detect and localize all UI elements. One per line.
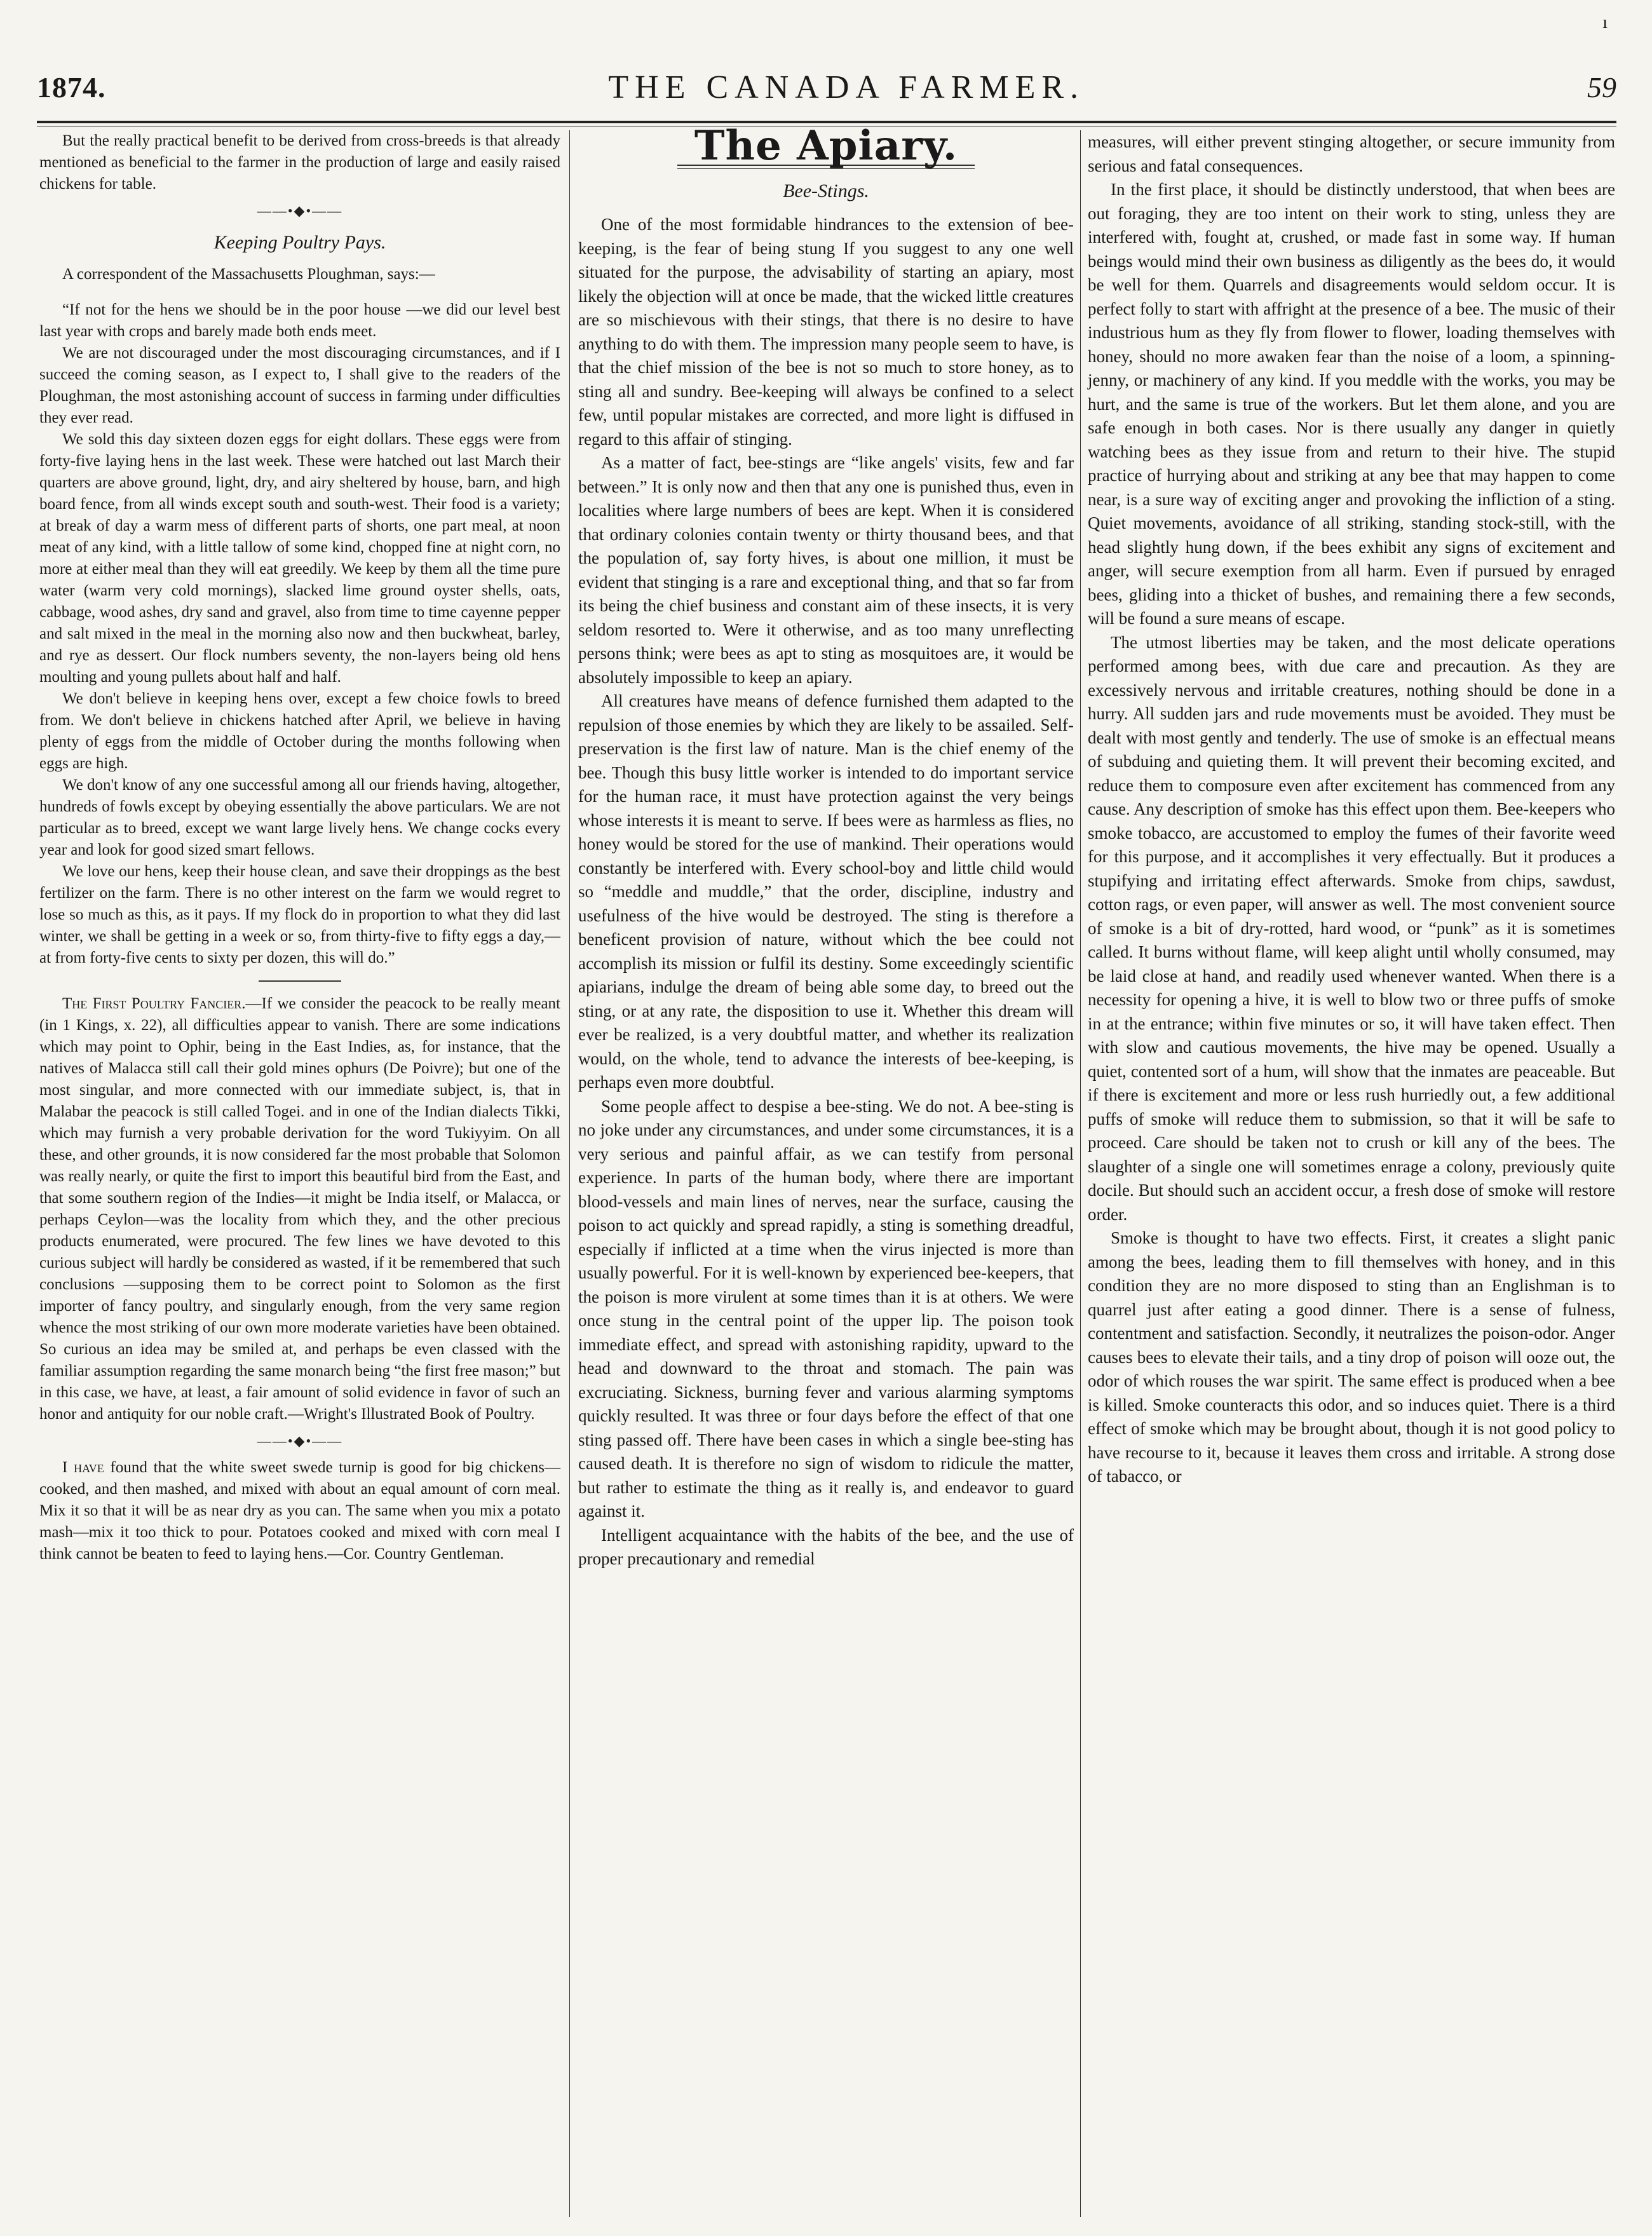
bee-stings-paragraph: Some people affect to despise a bee-sting. We do not. A bee-sting is no joke under any circumstances, and under some circumstances, it is a very serious and painful affair, as we can testify from personal experience. In parts of the human body, where there are important blood-vessels and main lines of nerves, near the surface, causing the poison to act quickly and spread rapidly, a sting is something dreadful, especially if inflicted at a time when the virus injected is more than usually powerful. For it is well-known by experienced bee-keepers, that the poison is more virulent at some times than it is at others. We were once stung in the central point of the upper lip. The poison took immediate effect, and spread with astonishing rapidity, upward to the head and downward to the throat and stomach. The pain was excruciating. Sickness, burning fever and various alarming symptoms quickly resulted. It was three or four days before the effect of that one sting passed off. There have been cases in which a single bee-sting has caused death. It is therefore no sign of wisdom to ridicule the matter, but rather to estimate the thing as it really is, and endeavor to guard against it.: [578, 1096, 1074, 1521]
bee-stings-continued: measures, will either prevent stinging altogether, or secure immunity from serious and fatal consequences.: [1088, 132, 1615, 175]
ornament-divider: ——•◆•——: [257, 1433, 343, 1449]
bee-stings-paragraph: Intelligent acquaintance with the habits of the bee, and the use of proper precautionary and remedial: [578, 1525, 1074, 1568]
fancier-lead: The First Poultry Fancier.: [62, 995, 246, 1012]
poultry-paragraph: We love our hens, keep their house clean, and save their droppings as the best fertilizer on the farm. There is no other interest on the farm we would regret to lose so much as this, as it pays. If my flock do in proportion to what they did last winter, we shall be getting in a week or so, from thirty-five to fifty eggs a day,—at from forty-five cents to sixty per dozen, this will do.”: [39, 863, 560, 966]
column-1: [39, 130, 560, 2217]
poultry-paragraph: “If not for the hens we should be in the poor house —we did our level best last year with crops and barely made both ends meet.: [39, 301, 560, 340]
poultry-paragraph: We sold this day sixteen dozen eggs for eight dollars. These eggs were from forty-five laying hens in the last week. These were hatched out last March their quarters are above ground, light, dry, and airy sheltered by house, barn, and high board fence, from all winds except south and south-west. Their food is a variety; at break of day a warm mess of different parts of shorts, one part meal, at noon meat of any kind, with a little tallow of some kind, chopped fine at night corn, no more at either meal than they will eat greedily. We keep by them all the time pure water (warm very cold mornings), slacked lime ground oyster shells, oats, cabbage, wood ashes, dry sand and gravel, also from time to time cayenne pepper and salt mixed in the meal in the morning also now and then buckwheat, barley, and rye as dessert. Our flock numbers seventy, the non-layers being old hens moulting and young pullets about half and half.: [39, 431, 560, 686]
header-page-number: 59: [1587, 71, 1616, 104]
poultry-paragraph: We don't believe in keeping hens over, except a few choice fowls to breed from. We don't believe in chickens hatched after April, we believe in having plenty of eggs from the middle of October during the months following when eggs are high.: [39, 690, 560, 772]
bee-stings-paragraph: One of the most formidable hindrances to the extension of bee-keeping, is the fear of being stung If you suggest to any one well situated for the purpose, the advisability of starting an apiary, most likely the objection will at once be made, that the wicked little creatures are so mischievous with their stings, that there is no desire to have anything to do with them. The impression many people seem to have, is that the chief mission of the bee is not so much to store honey, as to sting all and sundry. Bee-keeping will always be confined to a select few, until popular mistakes are corrected, and more light is diffused in regard to this affair of stinging.: [578, 215, 1074, 449]
header-title: THE CANADA FARMER.: [608, 69, 1085, 105]
column-divider-2: [1080, 130, 1081, 2217]
bee-stings-heading: Bee-Stings.: [783, 180, 869, 201]
short-rule: [259, 980, 341, 982]
bee-stings-paragraph: As a matter of fact, bee-stings are “like angels' visits, few and far between.” It is only now and then that any one is punished thus, even in localities where large numbers of bees are kept. When it is considered that ordinary colonies contain twenty or thirty thousand bees, and that the population of, say forty hives, is about one million, it must be evident that stinging is a rare and exceptional thing, and that so far from its being the chief business and constant aim of these insects, it is very seldom resorted to. Were it otherwise, and as too many unreflecting persons think; were bees as apt to sting as mosquitoes are, it would be absolutely impossible to keep an apiary.: [578, 453, 1074, 687]
header-year: 1874.: [37, 71, 106, 104]
apiary-section-title: The Apiary.: [694, 122, 958, 170]
poultry-paragraph: We are not discouraged under the most discouraging circumstances, and if I succeed the coming season, as I expect to, I shall give to the readers of the Ploughman, the most astonishing account of success in farming under difficulties they ever read.: [39, 344, 560, 426]
first-poultry-fancier-paragraph: [39, 993, 560, 1425]
fancier-text: —If we consider the peacock to be really meant (in 1 Kings, x. 22), all difficulties appear to vanish. There are some indications which may point to Ophir, being in the East Indies, as, for instance, that the natives of Malacca still call their gold mines ophurs (De Poivre); but one of the most singular, and more connected with our immediate subject, is, that in Malabar the peacock is still called Togei. and in one of the Indian dialects Tikki, which may furnish a very probable derivation for the word Tukiyyim. On all these, and other grounds, it is now considered far the most probable that Solomon was really nearly, or quite the first to import this beautiful bird from the East, and that some southern region of the Indies—it might be India itself, or Malacca, or perhaps Ceylon—was the locality from which they, and the other precious products enumerated, were procured. The few lines we have devoted to this curious subject will hardly be considered as wasted, if it be remembered that such conclusions —supposing them to be correct point to Solomon as the first importer of fancy poultry, and singularly enough, from the very same region whence the most striking of our own more moderate varieties have been obtained. So curious an idea may be smiled at, and perhaps be even classed with the familiar assumption regarding the same monarch being “the first free mason;” but in this case, we have, at least, a fair amount of solid evidence in favor of such an honor and antiquity for our noble craft.—Wright's Illustrated Book of Poultry.: [39, 995, 560, 1423]
column-2: [578, 122, 1074, 2217]
bee-stings-paragraph: Smoke is thought to have two effects. First, it creates a slight panic among the bees, leading them to fill themselves with honey, and in this condition they are no more disposed to sting than an Englishman is to quarrel just after eating a good dinner. There is a sense of fulness, contentment and satisfaction. Secondly, it neutralizes the poison-odor. Anger causes bees to elevate their tails, and a tiny drop of poison will ooze out, the odor of which rouses the war spirit. The same effect is produced when a bee is killed. Smoke counteracts this odor, and so induces quiet. There is a third effect of smoke which may be brought about, though it is not good policy to have recourse to it, because it leaves them cross and irritable. A strong dose of tabacco, or: [1088, 1228, 1615, 1486]
corner-mark: ı: [1602, 13, 1608, 32]
page-header: [37, 61, 1616, 113]
turnip-text: found that the white sweet swede turnip is good for big chickens—cooked, and then mashed, and mixed with about an equal amount of corn meal. Mix it so that it will be as near dry as you can. The same when you mix a potato mash—mix it too thick to pour. Potatoes cooked and mixed with corn meal I think cannot be beaten to feed to laying hens.—Cor. Country Gentleman.: [39, 1459, 560, 1562]
poultry-paragraph: We don't know of any one successful among all our friends having, altogether, hundreds of fowls except by obeying essentially the above particulars. We are not particular as to breed, except we want large lively hens. We change cocks every year and look for good sized smart fellows.: [39, 776, 560, 858]
poultry-intro: A correspondent of the Massachusetts Ploughman, says:—: [62, 266, 435, 283]
cross-breeds-paragraph: But the really practical benefit to be derived from cross-breeds is that already mentioned as beneficial to the farmer in the production of large and easily raised chickens for table.: [39, 132, 560, 193]
turnip-lead: I have: [62, 1459, 104, 1476]
column-divider-1: [569, 130, 570, 2217]
bee-stings-paragraph: The utmost liberties may be taken, and the most delicate operations performed among bees, with due care and precaution. As they are excessively nervous and irritable creatures, nothing should be done in a hurry. All sudden jars and rude movements must be avoided. They must be dealt with most gently and tenderly. The use of smoke is an effectual means of subduing and quieting them. It will prevent their becoming excited, and reduce them to composure even after excitement has commenced from any cause. Any description of smoke has this effect upon them. Bee-keepers who smoke tobacco, are accustomed to employ the fumes of their favorite weed for this purpose, and it accomplishes it very effectually. But it produces a stupifying and irritating effect afterwards. Smoke from chips, sawdust, cotton rags, or even paper, will answer as well. The most convenient source of smoke is a bit of dry-rotted, hard wood, or “punk” as it is sometimes called. It burns without flame, will keep alight until wholly consumed, may be laid close at hand, and readily used whenever wanted. When there is a necessity for opening a hive, it is well to blow two or three puffs of smoke in at the entrance; within five minutes or so, it will have taken effect. Then with slow and cautious movements, the hive may be opened. Usually a quiet, contented sort of a hum, will show that the inmates are peaceable. But if there is excitement and more or less rush hurriedly out, a few additional puffs of smoke will reduce them to submission, so that it will be safe to proceed. Care should be taken not to crush or kill any of the bees. The slaughter of a single one will sometimes enrage a colony, previously quite docile. But should such an accident occur, a fresh dose of smoke will restore order.: [1088, 632, 1615, 1224]
turnip-paragraph: [39, 1457, 560, 1565]
column-3: [1088, 130, 1615, 2217]
bee-stings-paragraph: In the first place, it should be distinctly understood, that when bees are out foraging, they are too intent on their work to sting, unless they are interfered with, fought at, crushed, or made fast in some way. If human beings would mind their own business as diligently as the bees do, it would be well for them. Quarrels and disagreements would seldom occur. It is perfect folly to start with affright at the presence of a bee. The music of their industrious hum as they fly from flower to flower, loading themselves with honey, should no more awaken fear than the noise of a loom, a spinning-jenny, or machinery of any kind. If you meddle with the works, you may be hurt, and the same is true of the workers. But let them alone, and you are safe enough in both cases. Nor is there usually any danger in quietly watching bees as they issue from and return to their hive. The stupid practice of hurrying about and striking at any bee that may happen to come near, is a sure way of exciting anger and provoking the infliction of a sting. Quiet movements, avoidance of all striking, standing stock-still, with the head slightly hung down, if the bees exhibit any signs of excitement and anger, will secure exemption from all harm. Even if pursued by enraged bees, gliding into a thicket of bushes, and remaining there a few seconds, will be found a sure means of escape.: [1088, 180, 1615, 628]
bee-stings-paragraph: All creatures have means of defence furnished them adapted to the repulsion of those enemies by which they are likely to be assailed. Self-preservation is the first law of nature. Man is the chief enemy of the bee. Though this busy little worker is intended to do important service for the human race, it must have protection against the very beings whose interests it is meant to serve. If bees were as harmless as flies, no honey would be stored for the use of mankind. Their operations would constantly be interfered with. Every school-boy and little child would so “meddle and muddle,” that the order, discipline, industry and usefulness of the hive would be destroyed. The sting is therefore a beneficent provision of nature, without which the bee could not accomplish its mission or fulfil its destiny. Some exceedingly scientific apiarians, indulge the dream of being able some day, to breed out the sting, or at any rate, the disposition to use it. Whether this dream will ever be realized, is a very doubtful matter, and whether its realization would, on the whole, tend to advance the interests of bee-keeping, is perhaps even more doubtful.: [578, 691, 1074, 1092]
ornament-divider: ——•◆•——: [257, 203, 343, 219]
poultry-heading: Keeping Poultry Pays.: [213, 232, 386, 253]
